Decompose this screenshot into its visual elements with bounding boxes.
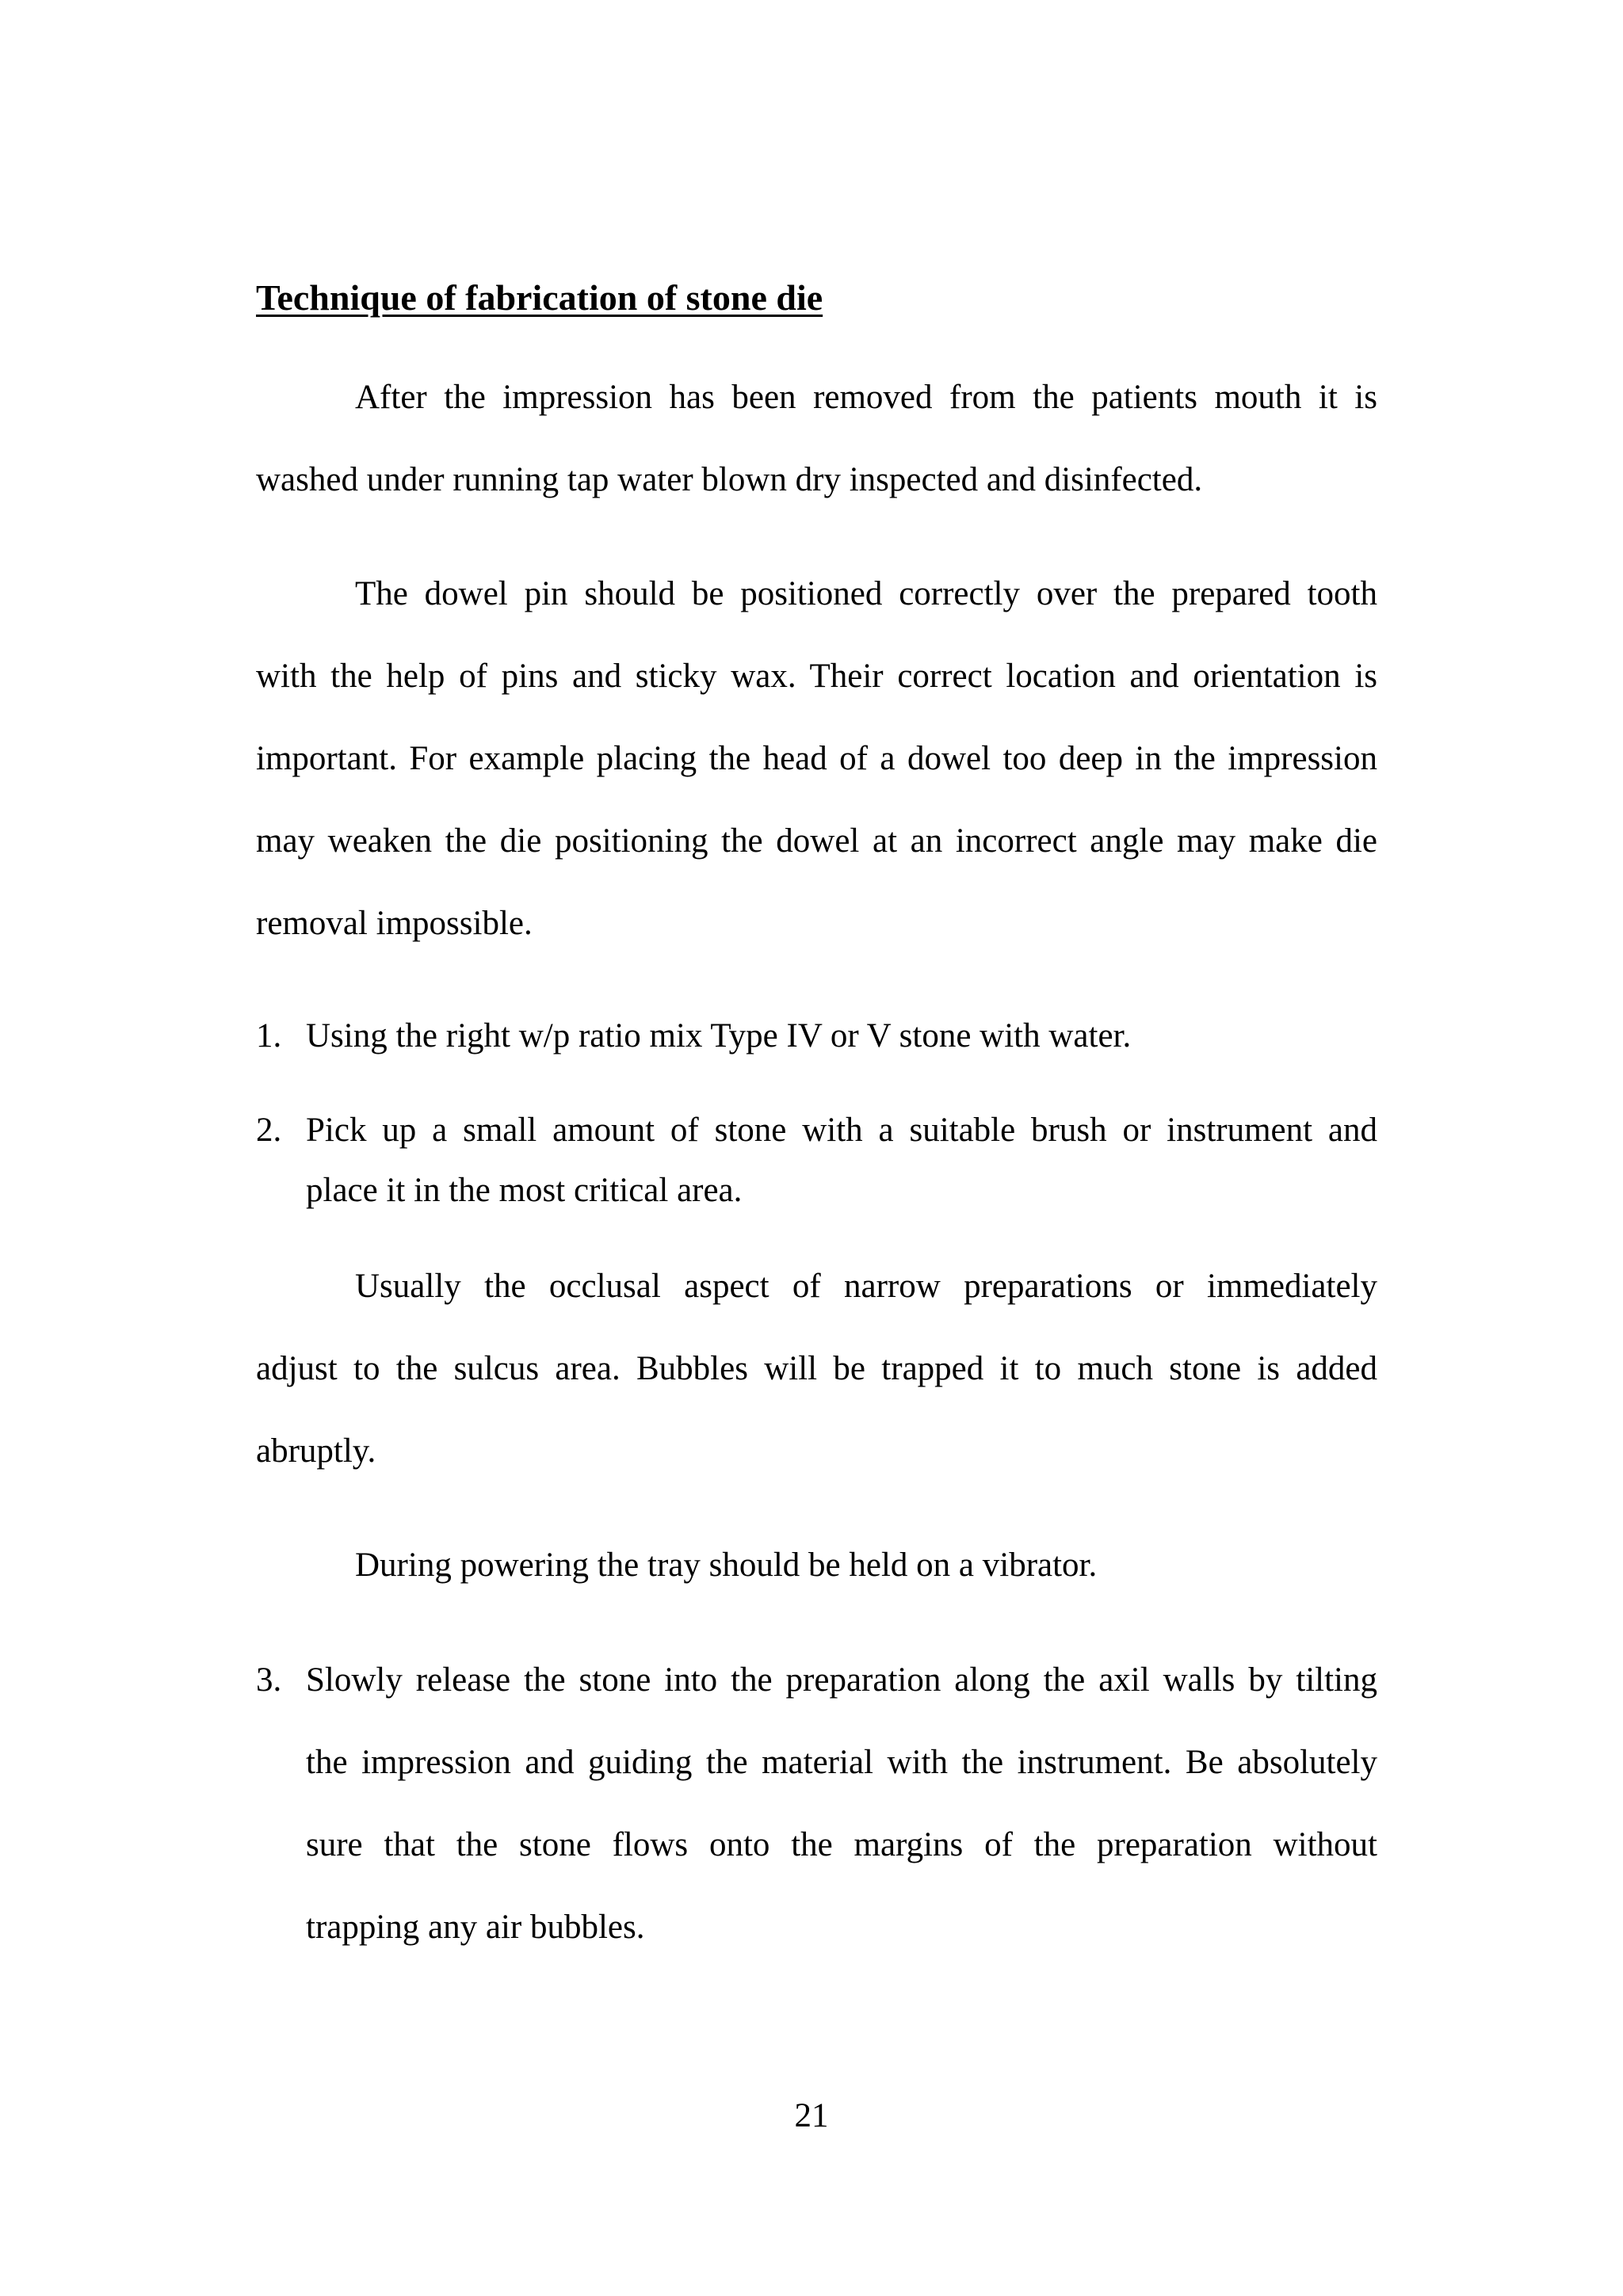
paragraph-2-line-1: The dowel pin should be positioned correctly over the prepared tooth (355, 575, 1377, 612)
list-item-2-line-2: place it in the most critical area. (306, 1172, 743, 1209)
paragraph-2-line-2: with the help of pins and sticky wax. Their correct location and orientation is (256, 658, 1377, 695)
list-item-3-line-2: the impression and guiding the material with the instrument. Be absolutely (306, 1744, 1377, 1781)
paragraph-3-line-1: Usually the occlusal aspect of narrow preparations or immediately (355, 1268, 1377, 1305)
list-item-1-line-1: Using the right w/p ratio mix Type IV or V stone with water. (306, 1017, 1132, 1055)
paragraph-1-line-1: After the impression has been removed from the patients mouth it is (355, 379, 1377, 416)
list-item-3-line-3: sure that the stone flows onto the margins of the preparation without (306, 1826, 1377, 1863)
paragraph-2-line-4: may weaken the die positioning the dowel at an incorrect angle may make die (256, 822, 1377, 860)
paragraph-3-line-2: adjust to the sulcus area. Bubbles will be trapped it to much stone is added (256, 1350, 1377, 1387)
list-item-3-line-1: Slowly release the stone into the preparation along the axil walls by tilting (306, 1661, 1377, 1699)
list-item-3-number: 3. (256, 1661, 282, 1699)
list-item-2-line-1: Pick up a small amount of stone with a suitable brush or instrument and (306, 1112, 1377, 1149)
list-item-2-number: 2. (256, 1112, 282, 1149)
paragraph-2-line-5: removal impossible. (256, 905, 533, 942)
section-heading: Technique of fabrication of stone die (256, 277, 823, 318)
page-number: 21 (794, 2097, 829, 2134)
paragraph-2-line-3: important. For example placing the head of a dowel too deep in the impression (256, 740, 1377, 777)
paragraph-3-line-3: abruptly. (256, 1432, 376, 1470)
list-item-1-number: 1. (256, 1017, 282, 1055)
paragraph-1-line-2: washed under running tap water blown dry inspected and disinfected. (256, 461, 1203, 498)
list-item-3-line-4: trapping any air bubbles. (306, 1909, 645, 1946)
paragraph-4-line-1: During powering the tray should be held on a vibrator. (355, 1547, 1098, 1584)
